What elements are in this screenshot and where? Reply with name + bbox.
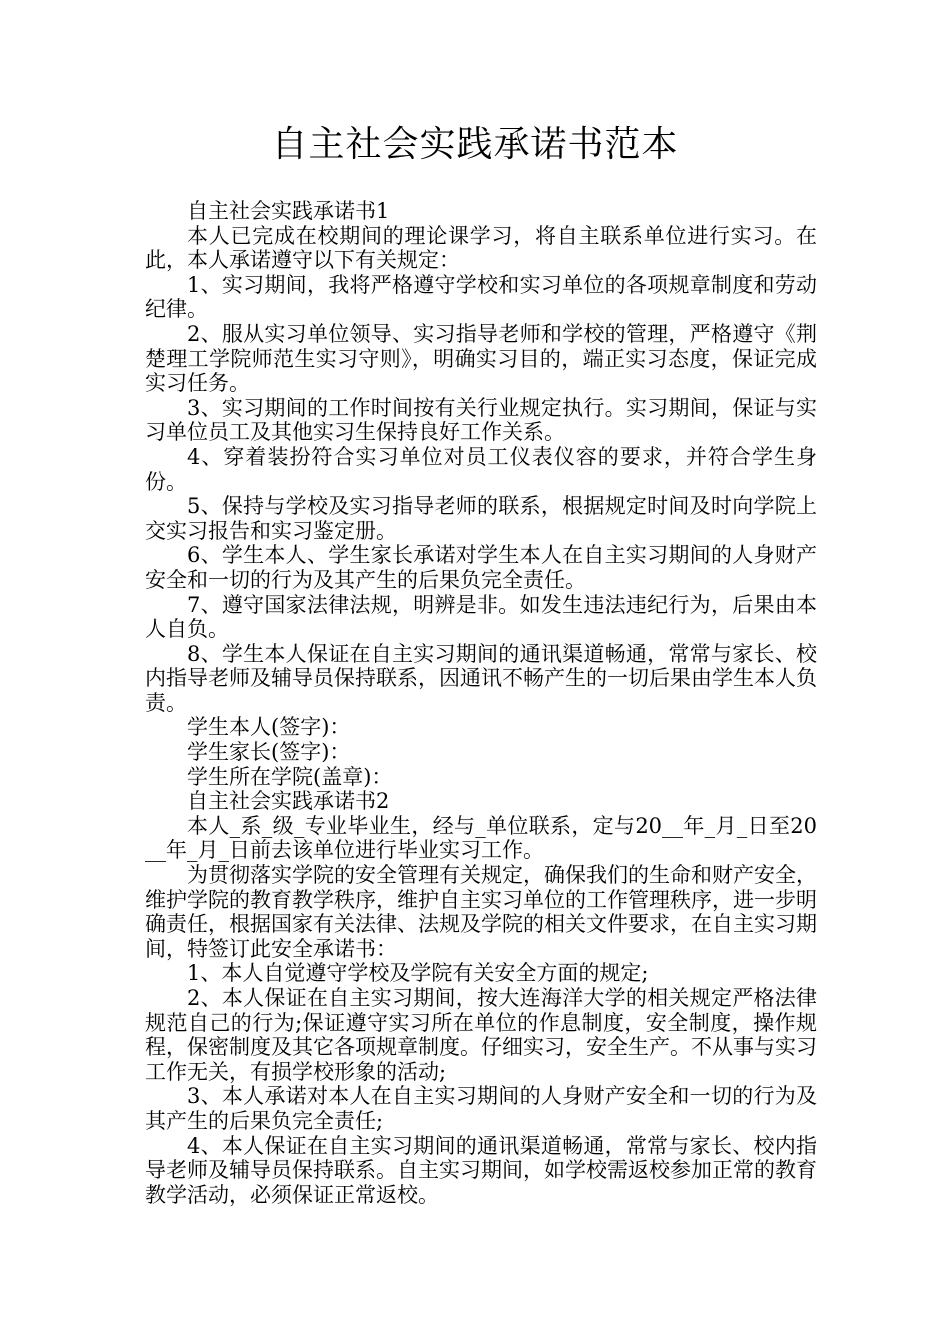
document-title: 自主社会实践承诺书范本 (271, 124, 679, 165)
rule-item-3: 3、实习期间的工作时间按有关行业规定执行。实习期间，保证与实习单位员工及其他实习生保持良好工作关系。 (145, 395, 817, 445)
rule-item-6: 6、学生本人、学生家长承诺对学生本人在自主实习期间的人身财产安全和一切的行为及其产生的后果负完全责任。 (145, 543, 817, 592)
rule-item-1: 1、实习期间，我将严格遵守学校和实习单位的各项规章制度和劳动纪律。 (145, 272, 817, 322)
student-info-paragraph: 本人_系_级_专业毕业生，经与_单位联系，定与20__年_月_日至20__年_月_日前去该单位进行毕业实习工作。 (145, 813, 817, 863)
intro-paragraph: 本人已完成在校期间的理论课学习，将自主联系单位进行实习。在此，本人承诺遵守以下有关规定： (145, 223, 817, 273)
promise-item-1: 1、本人自觉遵守学校及学院有关安全方面的规定; (187, 961, 649, 986)
parent-signature-line: 学生家长(签字)： (187, 740, 351, 765)
promise-item-4: 4、本人保证在自主实习期间的通讯渠道畅通，常常与家长、校内指导老师及辅导员保持联系。自主实习期间，如学校需返校参加正常的教育教学活动，必须保证正常返校。 (145, 1133, 817, 1207)
student-signature-line: 学生本人(签字)： (187, 715, 351, 740)
rule-item-7: 7、遵守国家法律法规，明辨是非。如发生违法违纪行为，后果由本人自负。 (145, 592, 817, 642)
promise-item-3: 3、本人承诺对本人在自主实习期间的人身财产安全和一切的行为及其产生的后果负完全责任; (145, 1084, 817, 1133)
document-body (145, 199, 817, 1207)
college-seal-line: 学生所在学院(盖章)： (187, 764, 393, 789)
purpose-paragraph: 为贯彻落实学院的安全管理有关规定，确保我们的生命和财产安全，维护学院的教育教学秩序，维护自主实习单位的工作管理秩序，进一步明确责任，根据国家有关法律、法规及学院的相关文件要求，在自主实习期间，特签订此安全承诺书： (145, 863, 817, 961)
rule-item-2: 2、服从实习单位领导、实习指导老师和学校的管理，严格遵守《荆楚理工学院师范生实习守则》，明确实习目的，端正实习态度，保证完成实习任务。 (145, 321, 817, 396)
rule-item-4: 4、穿着装扮符合实习单位对员工仪表仪容的要求，并符合学生身份。 (145, 444, 817, 494)
section-heading-2: 自主社会实践承诺书2 (187, 789, 390, 814)
section-heading-1: 自主社会实践承诺书1 (187, 199, 390, 223)
rule-item-5: 5、保持与学校及实习指导老师的联系，根据规定时间及时向学院上交实习报告和实习鉴定册。 (145, 494, 817, 543)
promise-item-2: 2、本人保证在自主实习期间，按大连海洋大学的相关规定严格法律规范自己的行为;保证遵守实习所在单位的作息制度，安全制度，操作规程，保密制度及其它各项规章制度。仔细实习，安全生产。不从事与实习工作无关，有损学校形象的活动; (145, 986, 817, 1084)
rule-item-8: 8、学生本人保证在自主实习期间的通讯渠道畅通，常常与家长、校内指导老师及辅导员保持联系，因通讯不畅产生的一切后果由学生本人负责。 (145, 641, 817, 715)
